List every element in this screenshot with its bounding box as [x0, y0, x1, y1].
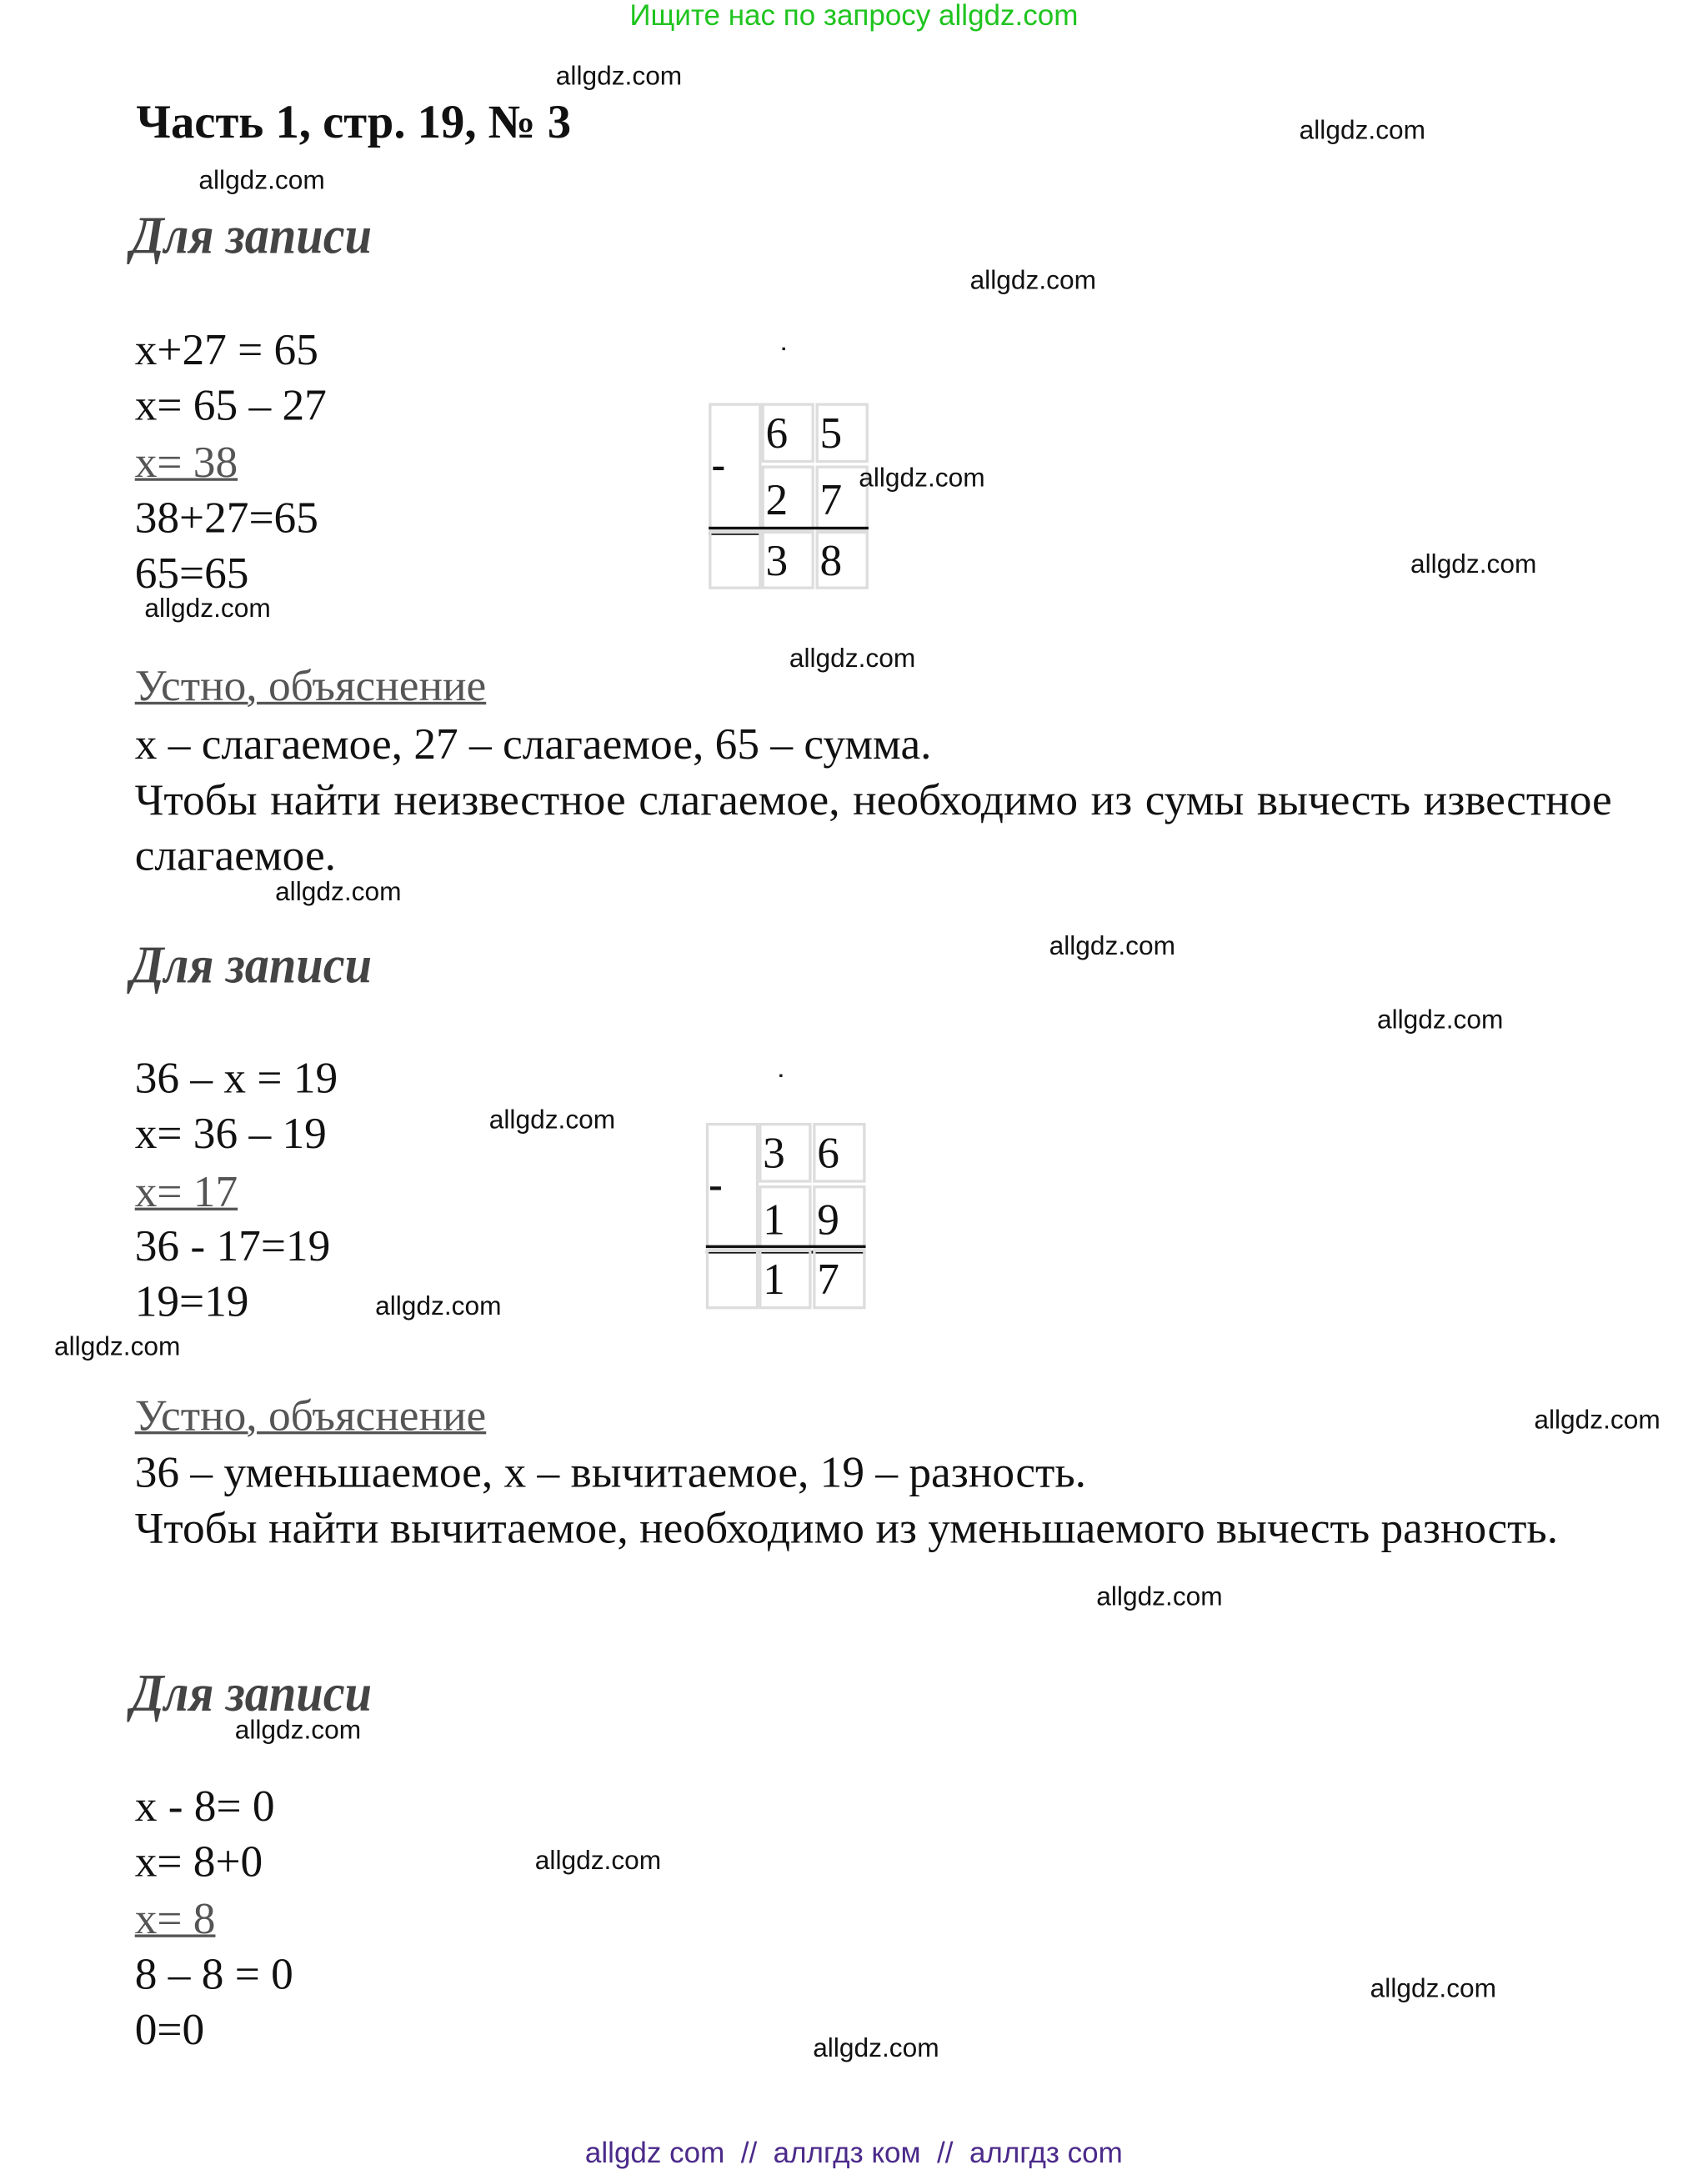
record-label: Для записи [130, 207, 373, 266]
oral-rule: Чтобы найти неизвестное слагаемое, необходимо из сумы вычесть известное слагаемое. [134, 774, 1612, 880]
watermark: allgdz.com [1299, 117, 1426, 147]
equation-line: x= 8+0 [134, 1836, 263, 1887]
equation-line: x= 65 – 27 [134, 379, 327, 430]
watermark: allgdz.com [1370, 1974, 1497, 2004]
watermark: allgdz.com [859, 464, 985, 494]
sign-cell [706, 1250, 759, 1310]
equation-line: 36 – x = 19 [134, 1051, 338, 1102]
digit-cell: 1 [759, 1185, 811, 1250]
equation-answer: x= 8 [134, 1892, 216, 1943]
equation-line: x+27 = 65 [134, 323, 318, 374]
watermark: allgdz.com [1376, 1005, 1504, 1035]
equation-line: x - 8= 0 [134, 1780, 275, 1831]
digit-cell: 3 [762, 531, 814, 589]
digit-cell: 7 [816, 465, 869, 530]
equation-check: 19=19 [134, 1275, 249, 1326]
watermark: allgdz.com [789, 644, 916, 674]
digit-cell: 7 [813, 1250, 865, 1310]
minus-sign: - [709, 1161, 723, 1208]
watermark: allgdz.com [1096, 1582, 1223, 1612]
equation-check: 65=65 [134, 547, 249, 598]
digit-cell: 1 [759, 1250, 811, 1310]
digit-cell: 3 [759, 1123, 811, 1183]
minus-sign: - [711, 442, 726, 489]
watermark: allgdz.com [375, 1292, 502, 1322]
footer-links[interactable]: allgdz com // аллгдз ком // аллгдз com [584, 2137, 1123, 2170]
watermark: allgdz.com [813, 2034, 939, 2064]
equation-line: 38+27=65 [134, 492, 318, 543]
equation-line: 8 – 8 = 0 [134, 1948, 293, 1999]
oral-rule: Чтобы найти вычитаемое, необходимо из уменьшаемого вычесть разность. [134, 1502, 1559, 1553]
digit-cell: 6 [813, 1123, 865, 1183]
watermark: allgdz.com [555, 63, 683, 93]
watermark: allgdz.com [969, 267, 1096, 297]
watermark: allgdz.com [534, 1847, 662, 1877]
page-title: Часть 1, стр. 19, № 3 [136, 97, 572, 149]
watermark: allgdz.com [1534, 1406, 1660, 1436]
subtraction-line [706, 1245, 866, 1248]
oral-label: Устно, объяснение [134, 1390, 487, 1441]
subtraction-line [709, 527, 869, 529]
digit-cell: 9 [813, 1185, 865, 1250]
equation-check: 0=0 [134, 2003, 205, 2054]
dot-mark [779, 1075, 782, 1077]
digit-cell: 2 [762, 465, 814, 530]
watermark: allgdz.com [198, 167, 325, 197]
watermark: allgdz.com [275, 878, 402, 908]
watermark: allgdz.com [144, 594, 271, 624]
digit-cell: 8 [816, 531, 869, 589]
sign-cell [709, 531, 761, 589]
watermark: allgdz.com [54, 1332, 181, 1362]
oral-line: x – слагаемое, 27 – слагаемое, 65 – сумма. [134, 718, 932, 769]
digit-cell: 6 [762, 403, 814, 463]
dot-mark [783, 348, 785, 350]
equation-answer: x= 38 [134, 436, 238, 487]
watermark: allgdz.com [1049, 932, 1175, 962]
equation-line: x= 36 – 19 [134, 1107, 327, 1158]
watermark: allgdz.com [488, 1105, 616, 1135]
promo-banner[interactable]: Ищите нас по запросу allgdz.com [629, 0, 1079, 33]
record-label: Для записи [130, 936, 373, 995]
oral-label: Устно, объяснение [134, 659, 487, 710]
record-label: Для записи [130, 1665, 373, 1724]
equation-line: 36 - 17=19 [134, 1220, 331, 1270]
oral-line: 36 – уменьшаемое, x – вычитаемое, 19 – разность. [134, 1446, 1086, 1497]
digit-cell: 5 [816, 403, 869, 463]
watermark: allgdz.com [1410, 550, 1537, 580]
equation-answer: x= 17 [134, 1165, 238, 1216]
watermark: allgdz.com [234, 1716, 362, 1746]
